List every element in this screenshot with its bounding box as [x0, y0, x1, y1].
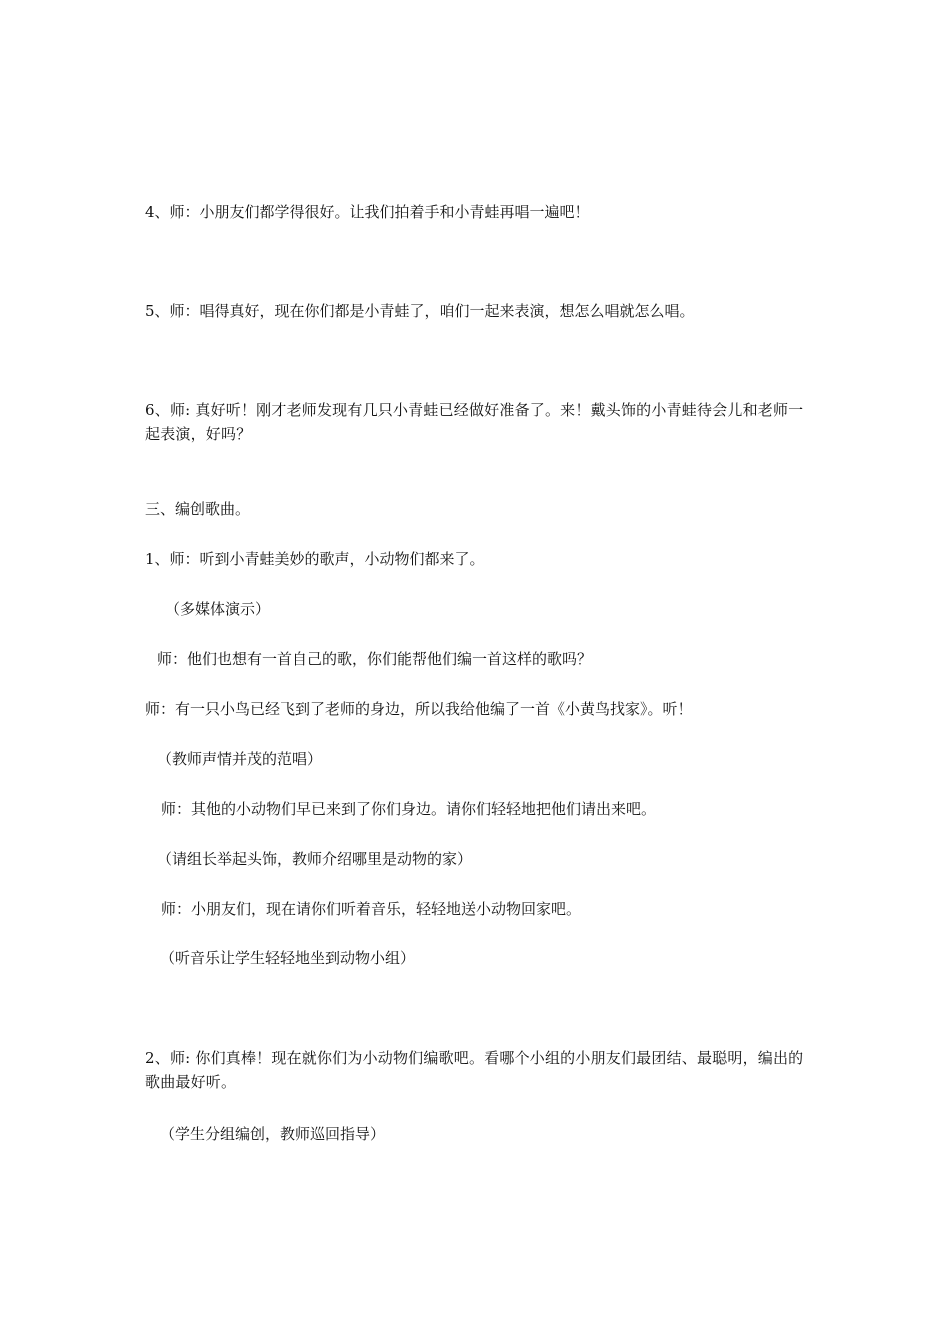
stage-note-demo-sing: （教师声情并茂的范唱）: [157, 750, 323, 768]
paragraph-step-1: 1、师：听到小青蛙美妙的歌声，小动物们都来了。: [145, 550, 485, 568]
stage-note-multimedia: （多媒体演示）: [165, 600, 271, 618]
teacher-line-send-home: 师：小朋友们，现在请你们听着音乐，轻轻地送小动物回家吧。: [161, 900, 582, 918]
teacher-line-bird-song: 师：有一只小鸟已经飞到了老师的身边，所以我给他编了一首《小黄鸟找家》。听！: [145, 700, 693, 718]
section-heading-3: 三、编创歌曲。: [145, 500, 251, 518]
teacher-line-invite: 师：其他的小动物们早已来到了你们身边。请你们轻轻地把他们请出来吧。: [161, 800, 657, 818]
paragraph-step-2: 2、师: 你们真棒！现在就你们为小动物们编歌吧。看哪个小组的小朋友们最团结、最聪明，编出的歌曲最好听。: [145, 1049, 804, 1091]
paragraph-step-5: 5、师：唱得真好，现在你们都是小青蛙了，咱们一起来表演，想怎么唱就怎么唱。: [145, 302, 695, 320]
stage-note-headwear: （请组长举起头饰，教师介绍哪里是动物的家）: [157, 850, 473, 868]
paragraph-step-4: 4、师：小朋友们都学得很好。让我们拍着手和小青蛙再唱一遍吧！: [145, 203, 590, 221]
teacher-line-question: 师：他们也想有一首自己的歌，你们能帮他们编一首这样的歌吗？: [157, 650, 593, 668]
stage-note-music: （听音乐让学生轻轻地坐到动物小组）: [160, 949, 416, 967]
stage-note-group-create: （学生分组编创，教师巡回指导）: [160, 1125, 386, 1143]
paragraph-step-6: 6、师: 真好听！刚才老师发现有几只小青蛙已经做好准备了。来！戴头饰的小青蛙待会儿和老师一起表演，好吗？: [145, 401, 804, 443]
